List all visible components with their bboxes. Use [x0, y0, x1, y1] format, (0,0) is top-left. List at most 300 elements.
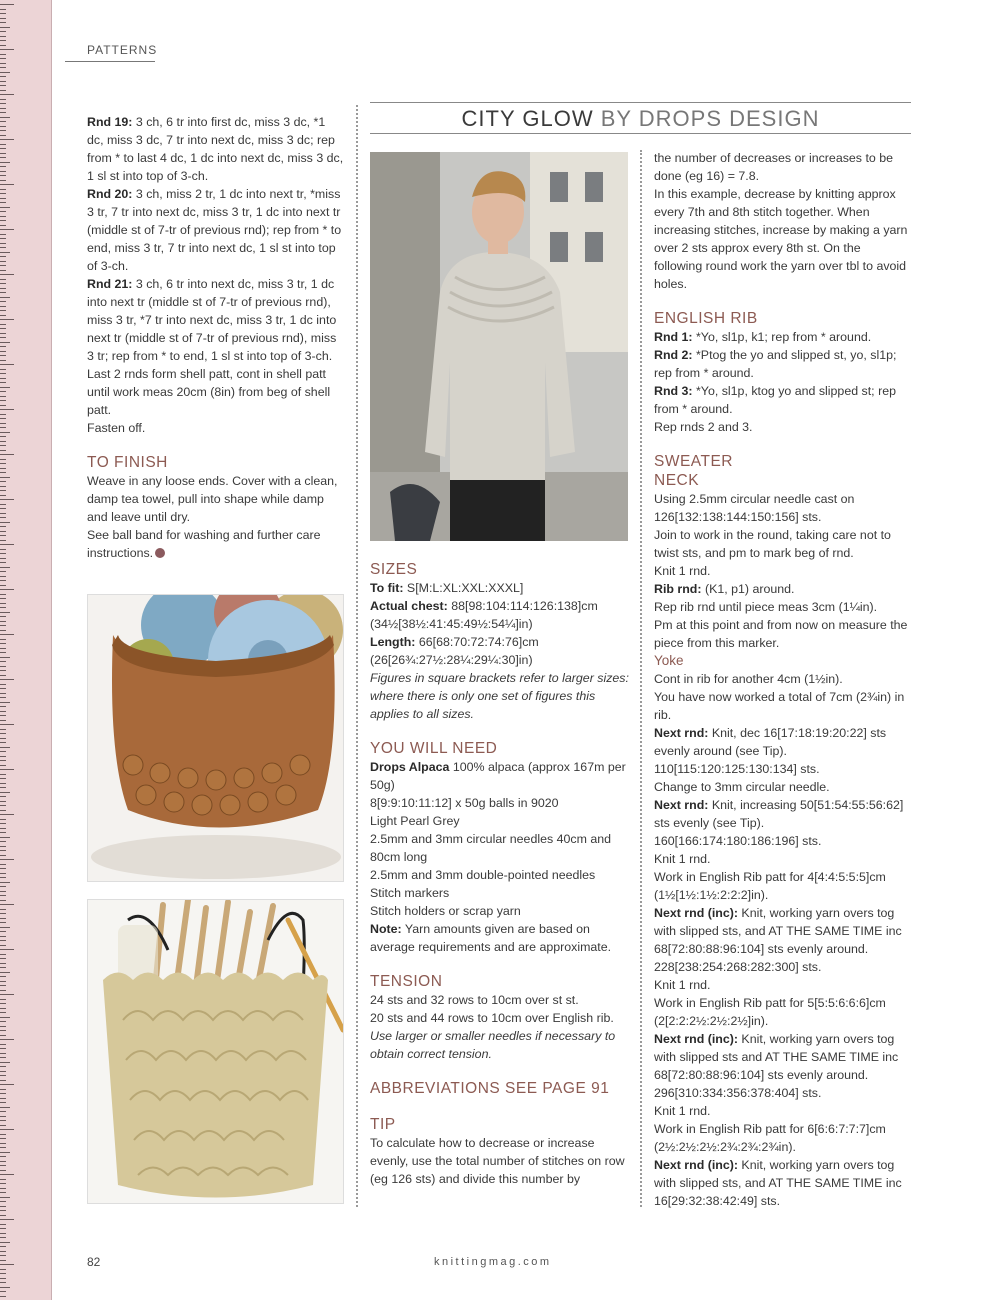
ruler-tick — [0, 198, 6, 199]
ruler-tick — [0, 238, 6, 239]
ruler-tick — [0, 1089, 6, 1090]
column-divider — [356, 105, 358, 1207]
ruler-tick — [0, 1192, 6, 1193]
ruler-tick — [0, 774, 6, 775]
ruler-tick — [0, 1125, 6, 1126]
ruler-tick — [0, 427, 6, 428]
ruler-tick — [0, 81, 6, 82]
ruler-tick — [0, 1260, 6, 1261]
ruler-tick — [0, 607, 6, 608]
yoke-total: You have now worked a total of 7cm (2¾in) in rib. — [654, 690, 905, 722]
ruler-tick — [0, 252, 10, 253]
neck-knit: Knit 1 rnd. — [654, 564, 711, 578]
shell-instruction: Last 2 rnds form shell patt, cont in shell patt until work meas 20cm (8in) from beg of shell patt. — [87, 367, 331, 417]
yoke-cont: Cont in rib for another 4cm (1½in). — [654, 672, 843, 686]
ruler-tick — [0, 706, 6, 707]
knit-rnd-c: Knit 1 rnd. — [654, 1104, 711, 1118]
ruler-tick — [0, 760, 6, 761]
ruler-tick — [0, 549, 6, 550]
ruler-tick — [0, 441, 6, 442]
ruler-tick — [0, 630, 6, 631]
ruler-tick — [0, 126, 6, 127]
ruler-tick — [0, 729, 6, 730]
knit-rnd-b: Knit 1 rnd. — [654, 978, 711, 992]
ruler-tick — [0, 1017, 10, 1018]
sweater-model-photo — [370, 152, 628, 541]
ruler-tick — [0, 949, 14, 950]
ruler-tick — [0, 675, 6, 676]
inc-rnd-3: Next rnd (inc): Knit, working yarn overs tog with slipped sts, and AT THE SAME TIME inc 16[29:32:38:42:49] sts. — [654, 1158, 902, 1208]
ruler-tick — [0, 882, 10, 883]
ruler-tick — [0, 846, 6, 847]
sweater-image — [370, 152, 628, 541]
ruler-tick — [0, 1197, 10, 1198]
yoke-heading: Yoke — [654, 653, 684, 668]
stitch-markers: Stitch markers — [370, 886, 450, 900]
ruler-tick — [0, 535, 6, 536]
ruler-tick — [0, 1152, 10, 1153]
ruler-tick — [0, 85, 6, 86]
ruler-tick — [0, 1233, 6, 1234]
ruler-tick — [0, 873, 6, 874]
ruler-tick — [0, 639, 6, 640]
ruler-tick — [0, 1102, 6, 1103]
neck-marker: Pm at this point and from now on measure the piece from this marker. — [654, 618, 908, 650]
neck-join: Join to work in the round, taking care not to twist sts, and pm to mark beg of rnd. — [654, 528, 891, 560]
ruler-tick — [0, 1269, 6, 1270]
ruler-tick — [0, 166, 6, 167]
ruler-tick — [0, 909, 6, 910]
rnd20: Rnd 20: 3 ch, miss 2 tr, 1 dc into next tr, *miss 3 tr, 7 tr into next dc, miss 3 tr, 1 dc into next tr (middle st of 7-tr of previous rnd); rep from * to end, miss 3 tr, 7 tr into next dc, 1 sl st into top of 3-ch. — [87, 187, 342, 273]
work-rib-3: Work in English Rib patt for 6[6:6:7:7:7]cm (2½:2½:2½:2¾:2¾:2¾in). — [654, 1122, 886, 1154]
ruler-tick — [0, 279, 6, 280]
ruler-tick — [0, 463, 6, 464]
ruler-tick — [0, 1071, 6, 1072]
tension-heading: TENSION — [370, 973, 443, 990]
ruler-tick — [0, 67, 6, 68]
ruler-tick — [0, 1206, 6, 1207]
ruler-tick — [0, 63, 6, 64]
ruler-tick — [0, 171, 6, 172]
ruler-tick — [0, 1219, 14, 1220]
ruler-tick — [0, 801, 6, 802]
ruler-tick — [0, 940, 6, 941]
actual-chest: Actual chest: 88[98:104:114:126:138]cm (34½[38½:41:45:49½:54¼]in) — [370, 599, 598, 631]
ruler-tick — [0, 1066, 6, 1067]
sweater-heading: SWEATER — [654, 453, 733, 470]
ruler-tick — [0, 1291, 6, 1292]
ruler-tick — [0, 261, 6, 262]
ruler-tick — [0, 400, 6, 401]
ruler-tick — [0, 751, 6, 752]
next-rnd-dec-result: 110[115:120:125:130:134] sts. — [654, 762, 820, 776]
ruler-tick — [0, 270, 6, 271]
ruler-tick — [0, 684, 6, 685]
shell-basket-photo — [87, 899, 344, 1204]
ruler-tick — [0, 1296, 6, 1297]
page-number: 82 — [87, 1255, 101, 1269]
ruler-tick — [0, 1282, 6, 1283]
ruler-tick — [0, 828, 6, 829]
ruler-tick — [0, 405, 6, 406]
ruler-tick — [0, 306, 6, 307]
ruler-tick — [0, 454, 14, 455]
ruler-tick — [0, 891, 6, 892]
ruler-tick — [0, 1035, 6, 1036]
ruler-tick — [0, 666, 6, 667]
ruler-tick — [0, 1084, 14, 1085]
ruler-tick — [0, 1111, 6, 1112]
ruler-tick — [0, 990, 6, 991]
ruler-tick — [0, 742, 6, 743]
ruler-tick — [0, 409, 14, 410]
ruler-tick — [0, 396, 6, 397]
ruler-tick — [0, 963, 6, 964]
ruler-tick — [0, 342, 10, 343]
ruler-tick — [0, 283, 6, 284]
ruler-tick — [0, 1278, 6, 1279]
ruler-tick — [0, 468, 6, 469]
ruler-tick — [0, 900, 6, 901]
ruler-tick — [0, 499, 14, 500]
ruler-tick — [0, 715, 6, 716]
ruler-tick — [0, 58, 6, 59]
ruler-tick — [0, 1138, 6, 1139]
ruler-tick — [0, 778, 6, 779]
you-will-need-heading: YOU WILL NEED — [370, 740, 498, 757]
ruler-tick — [0, 526, 6, 527]
fasten-off: Fasten off. — [87, 421, 146, 435]
ruler-tick — [0, 378, 6, 379]
ruler-tick — [0, 351, 6, 352]
pattern-title — [370, 102, 911, 134]
ruler-tick — [0, 1179, 6, 1180]
ruler-tick — [0, 1251, 6, 1252]
stitch-holders: Stitch holders or scrap yarn — [370, 904, 521, 918]
ruler-tick — [0, 1201, 6, 1202]
site-url: knittingmag.com — [434, 1256, 552, 1268]
ruler-tick — [0, 855, 6, 856]
ruler-tick — [0, 544, 14, 545]
ruler-tick — [0, 567, 10, 568]
ruler-tick — [0, 477, 10, 478]
measuring-ruler — [0, 0, 52, 1300]
rnd19: Rnd 19: 3 ch, 6 tr into first dc, miss 3 dc, *1 dc, miss 3 dc, 7 tr into next dc, miss 3 dc; rep from * to last 4 dc, 1 dc into next dc, miss 3 dc, 1 sl st into top of 3-ch. — [87, 115, 344, 183]
ruler-tick — [0, 265, 6, 266]
section-label: PATTERNS — [87, 43, 158, 57]
ruler-tick — [0, 643, 6, 644]
sizes-heading: SIZES — [370, 561, 418, 578]
ruler-tick — [0, 18, 6, 19]
ruler-tick — [0, 490, 6, 491]
ruler-tick — [0, 580, 6, 581]
basket-image — [88, 595, 344, 882]
ruler-tick — [0, 814, 14, 815]
ruler-tick — [0, 904, 14, 905]
crochet-basket-photo — [87, 594, 344, 882]
ruler-tick — [0, 1057, 6, 1058]
rib-repeat: Rep rnds 2 and 3. — [654, 420, 753, 434]
end-mark-icon — [155, 548, 165, 558]
ruler-tick — [0, 810, 6, 811]
ruler-tick — [0, 144, 6, 145]
ruler-tick — [0, 76, 6, 77]
inc-rnd-1: Next rnd (inc): Knit, working yarn overs tog with slipped sts, and AT THE SAME TIME inc 68[72:80:88:96:104] sts evenly around. 228[238:254:268:282:300] sts. — [654, 906, 902, 974]
ruler-tick — [0, 576, 6, 577]
inc-rnd-2: Next rnd (inc): Knit, working yarn overs tog with slipped sts and AT THE SAME TIME inc 68[72:80:88:96:104] sts evenly around. 296[310:334:356:378:404] sts. — [654, 1032, 899, 1100]
ruler-tick — [0, 211, 6, 212]
tip-example: In this example, decrease by knitting approx every 7th and 8th stitch together. When increasing stitches, increase by making a yarn over 2 sts approx every 8th st. On the following round work the yarn over tbl to avoid holes. — [654, 187, 908, 291]
ruler-tick — [0, 1147, 6, 1148]
ruler-tick — [0, 207, 10, 208]
ruler-tick — [0, 589, 14, 590]
ruler-tick — [0, 436, 6, 437]
ruler-tick — [0, 531, 6, 532]
ruler-tick — [0, 54, 6, 55]
ruler-tick — [0, 985, 6, 986]
ruler-tick — [0, 850, 6, 851]
ruler-tick — [0, 22, 6, 23]
ruler-tick — [0, 31, 6, 32]
ruler-tick — [0, 432, 10, 433]
knit-rnd-a: Knit 1 rnd. — [654, 852, 711, 866]
ruler-tick — [0, 625, 6, 626]
ruler-tick — [0, 945, 6, 946]
ruler-tick — [0, 175, 6, 176]
ruler-tick — [0, 1161, 6, 1162]
ruler-tick — [0, 738, 6, 739]
ruler-tick — [0, 616, 6, 617]
ruler-tick — [0, 661, 6, 662]
ruler-tick — [0, 954, 6, 955]
ruler-tick — [0, 688, 6, 689]
ruler-tick — [0, 837, 10, 838]
ruler-tick — [0, 877, 6, 878]
ruler-tick — [0, 724, 14, 725]
ruler-tick — [0, 981, 6, 982]
ruler-tick — [0, 387, 10, 388]
ruler-tick — [0, 657, 10, 658]
ruler-tick — [0, 1134, 6, 1135]
ruler-tick — [0, 603, 6, 604]
ruler-tick — [0, 1287, 10, 1288]
ruler-tick — [0, 369, 6, 370]
title-sub: BY DROPS DESIGN — [593, 106, 820, 131]
ruler-tick — [0, 247, 6, 248]
ruler-tick — [0, 1170, 6, 1171]
ruler-tick — [0, 621, 6, 622]
ruler-tick — [0, 652, 6, 653]
ruler-tick — [0, 288, 6, 289]
ruler-tick — [0, 1273, 6, 1274]
ruler-tick — [0, 1228, 6, 1229]
tension-note: Use larger or smaller needles if necessary to obtain correct tension. — [370, 1029, 616, 1061]
column-middle — [370, 560, 632, 1188]
rib-rnd1: Rnd 1: *Yo, sl1p, k1; rep from * around. — [654, 330, 872, 344]
ruler-tick — [0, 1242, 10, 1243]
ruler-tick — [0, 49, 14, 50]
ruler-tick — [0, 994, 14, 995]
column-right — [654, 149, 912, 1210]
shell-basket-image — [88, 900, 344, 1204]
neck-heading: NECK — [654, 472, 700, 489]
yarn: Drops Alpaca 100% alpaca (approx 167m per 50g) — [370, 760, 626, 792]
ruler-tick — [0, 360, 6, 361]
ruler-tick — [0, 310, 6, 311]
ruler-tick — [0, 558, 6, 559]
ruler-tick — [0, 319, 14, 320]
ruler-tick — [0, 193, 6, 194]
ruler-tick — [0, 571, 6, 572]
ruler-tick — [0, 27, 10, 28]
ruler-tick — [0, 1062, 10, 1063]
ruler-tick — [0, 40, 6, 41]
ruler-tick — [0, 94, 14, 95]
ruler-tick — [0, 13, 6, 14]
abbreviations-heading: ABBREVIATIONS SEE PAGE 91 — [370, 1080, 610, 1097]
ruler-tick — [0, 783, 6, 784]
ruler-tick — [0, 670, 6, 671]
ruler-tick — [0, 1215, 6, 1216]
rib-rnd2: Rnd 2: *Ptog the yo and slipped st, yo, sl1p; rep from * around. — [654, 348, 897, 380]
ruler-tick — [0, 1183, 6, 1184]
sizes-note: Figures in square brackets refer to larger sizes: where there is only one set of figures this applies to all sizes. — [370, 671, 629, 721]
ruler-tick — [0, 931, 6, 932]
ruler-tick — [0, 1120, 6, 1121]
ruler-tick — [0, 423, 6, 424]
ruler-tick — [0, 112, 6, 113]
ruler-tick — [0, 220, 6, 221]
change-needle: Change to 3mm circular needle. — [654, 780, 830, 794]
ruler-tick — [0, 148, 6, 149]
ruler-tick — [0, 504, 6, 505]
ruler-tick — [0, 693, 6, 694]
ruler-tick — [0, 180, 6, 181]
next-rnd-inc-result: 160[166:174:180:186:196] sts. — [654, 834, 822, 848]
tip-text: To calculate how to decrease or increase evenly, use the total number of stitches on row (eg 126 sts) and divide this number by — [370, 1136, 625, 1186]
ruler-tick — [0, 481, 6, 482]
to-fit: To fit: S[M:L:XL:XXL:XXXL] — [370, 581, 524, 595]
rnd21: Rnd 21: 3 ch, 6 tr into next dc, miss 3 tr, 1 dc into next tr (middle st of 7-tr of previous rnd), miss 3 tr, *7 tr into next dc, miss 3 tr, 1 dc into next tr (middle st of 7-tr of previous rnd), miss 3 tr; rep from * to end, 1 sl st into top of 3-ch. — [87, 277, 337, 363]
ruler-tick — [0, 459, 6, 460]
ruler-tick — [0, 418, 6, 419]
ruler-tick — [0, 135, 6, 136]
ruler-tick — [0, 72, 10, 73]
ruler-tick — [0, 1030, 6, 1031]
ruler-tick — [0, 315, 6, 316]
english-rib-heading: ENGLISH RIB — [654, 310, 758, 327]
ruler-tick — [0, 355, 6, 356]
ruler-tick — [0, 868, 6, 869]
ruler-tick — [0, 859, 14, 860]
ruler-tick — [0, 157, 6, 158]
ruler-tick — [0, 823, 6, 824]
ruler-tick — [0, 522, 10, 523]
ruler-tick — [0, 130, 6, 131]
ruler-tick — [0, 36, 6, 37]
ruler-tick — [0, 108, 6, 109]
ruler-tick — [0, 1026, 6, 1027]
tension-line2: 20 sts and 44 rows to 10cm over English rib. — [370, 1011, 614, 1025]
ruler-tick — [0, 805, 6, 806]
yarn-note: Note: Yarn amounts given are based on average requirements and are approximate. — [370, 922, 612, 954]
ruler-tick — [0, 292, 6, 293]
ruler-tick — [0, 1129, 14, 1130]
ruler-tick — [0, 1210, 6, 1211]
ruler-tick — [0, 999, 6, 1000]
neck-rep: Rep rib rnd until piece meas 3cm (1¼in). — [654, 600, 878, 614]
ruler-tick — [0, 121, 6, 122]
ruler-tick — [0, 99, 6, 100]
ruler-tick — [0, 792, 10, 793]
neck-cast-on: Using 2.5mm circular needle cast on 126[132:138:144:150:156] sts. — [654, 492, 855, 524]
ruler-tick — [0, 1224, 6, 1225]
ruler-tick — [0, 958, 6, 959]
ruler-tick — [0, 1255, 6, 1256]
ruler-tick — [0, 189, 6, 190]
ruler-tick — [0, 796, 6, 797]
ruler-tick — [0, 1044, 6, 1045]
next-rnd-dec: Next rnd: Knit, dec 16[17:18:19:20:22] sts evenly around (see Tip). — [654, 726, 887, 758]
ruler-tick — [0, 598, 6, 599]
ruler-tick — [0, 495, 6, 496]
ruler-tick — [0, 517, 6, 518]
ruler-tick — [0, 922, 6, 923]
ruler-tick — [0, 445, 6, 446]
ruler-tick — [0, 1093, 6, 1094]
ruler-tick — [0, 1053, 6, 1054]
ruler-tick — [0, 414, 6, 415]
ruler-tick — [0, 1165, 6, 1166]
balls: 8[9:9:10:11:12] x 50g balls in 9020 — [370, 796, 559, 810]
ruler-tick — [0, 184, 14, 185]
ruler-tick — [0, 733, 6, 734]
next-rnd-inc: Next rnd: Knit, increasing 50[51:54:55:56:62] sts evenly (see Tip). — [654, 798, 904, 830]
ruler-tick — [0, 117, 10, 118]
ruler-tick — [0, 297, 10, 298]
ruler-tick — [0, 747, 10, 748]
column-left — [87, 113, 345, 562]
ruler-tick — [0, 936, 6, 937]
ruler-tick — [0, 364, 14, 365]
ruler-tick — [0, 1264, 14, 1265]
colour: Light Pearl Grey — [370, 814, 460, 828]
tip-continued: the number of decreases or increases to be done (eg 16) = 7.8. — [654, 151, 893, 183]
ruler-tick — [0, 324, 6, 325]
ruler-tick — [0, 153, 6, 154]
tension-line1: 24 sts and 32 rows to 10cm over st st. — [370, 993, 579, 1007]
ruler-tick — [0, 1008, 6, 1009]
finish-heading: TO FINISH — [87, 454, 168, 471]
ruler-tick — [0, 864, 6, 865]
ruler-tick — [0, 234, 6, 235]
ruler-tick — [0, 841, 6, 842]
ruler-tick — [0, 913, 6, 914]
tip-heading: TIP — [370, 1116, 396, 1133]
ruler-tick — [0, 4, 14, 5]
dpn-needles: 2.5mm and 3mm double-pointed needles — [370, 868, 596, 882]
ruler-tick — [0, 274, 14, 275]
ruler-tick — [0, 1107, 10, 1108]
ruler-tick — [0, 337, 6, 338]
ruler-tick — [0, 895, 6, 896]
ruler-tick — [0, 1048, 6, 1049]
ruler-tick — [0, 972, 10, 973]
rib-rnd: Rib rnd: (K1, p1) around. — [654, 582, 795, 596]
ruler-tick — [0, 45, 6, 46]
ruler-tick — [0, 1188, 6, 1189]
ruler-tick — [0, 1075, 6, 1076]
